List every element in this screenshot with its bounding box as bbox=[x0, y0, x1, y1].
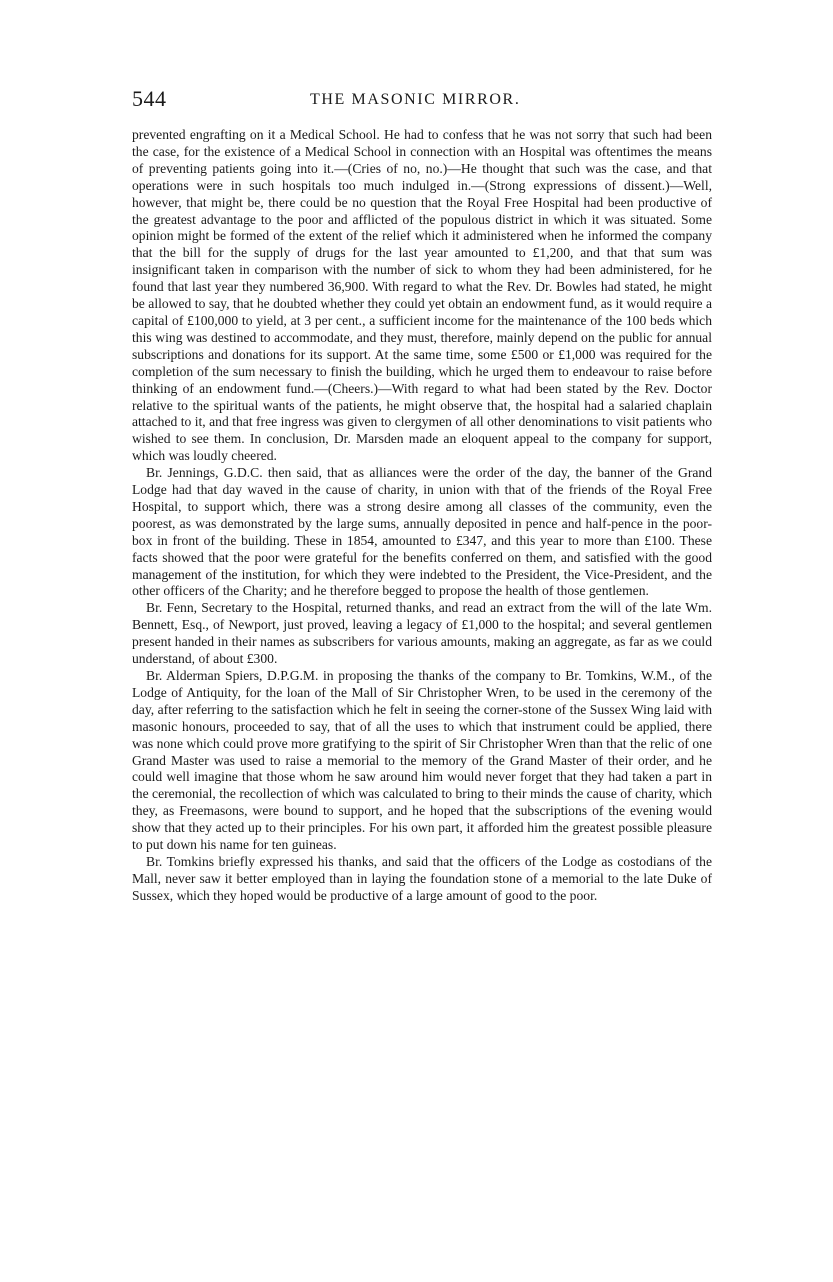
page-header bbox=[132, 86, 712, 116]
paragraph-br-tomkins: Br. Tomkins briefly expressed his thanks, and said that the officers of the Lodge as costodians of the Mall, never saw it better employed than in laying the foundation stone of a memorial to the late Duke of Sussex, which they hoped would be productive of a large amount of good to the poor. bbox=[132, 853, 712, 903]
article-body bbox=[132, 127, 712, 905]
paragraph-alderman-spiers: Br. Alderman Spiers, D.P.G.M. in proposing the thanks of the company to Br. Tomkins, W.M., of the Lodge of Antiquity, for the loan of the Mall of Sir Christopher Wren, to be used in the ceremony of the day, after referring to the satisfaction which he felt in seeing the corner-stone of the Sussex Wing laid with masonic honours, proceeded to say, that of all the uses to which that instrument could be applied, there was none which could prove more gratifying to the spirit of Sir Christopher Wren than that the relic of one Grand Master was used to raise a memorial to the memory of the Grand Master of their order, and he could well imagine that those whom he saw around him would never forget that they had taken a part in the ceremonial, the recollection of which was calculated to bring to their minds the cause of charity, which they, as Freemasons, were bound to support, and he hoped that the subscriptions of the evening would show that they acted up to their principles. For his own part, it afforded him the greatest possible pleasure to put down his name for ten guineas. bbox=[132, 668, 712, 853]
page-number: 544 bbox=[132, 86, 167, 111]
paragraph-br-fenn: Br. Fenn, Secretary to the Hospital, returned thanks, and read an extract from the will of the late Wm. Bennett, Esq., of Newport, just proved, leaving a legacy of £1,000 to the hospital; and several gentlemen present handed in their names as subscribers for various amounts, making an aggregate, as far as we could understand, of about £300. bbox=[132, 600, 712, 667]
paragraph-br-jennings: Br. Jennings, G.D.C. then said, that as alliances were the order of the day, the banner of the Grand Lodge had that day waved in the cause of charity, in union with that of the friends of the Royal Free Hospital, to support which, there was a strong desire among all classes of the community, even the poorest, as was demonstrated by the large sums, annually deposited in pence and half-pence in the poor-box in front of the building. These in 1854, amounted to £347, and this year to more than £100. These facts showed that the poor were grateful for the benefits conferred on them, and satisfied with the good management of the institution, for which they were indebted to the President, the Vice-President, and the other officers of the Charity; and he therefore begged to propose the health of those gentlemen. bbox=[132, 465, 712, 599]
paragraph-dr-marsden-speech: prevented engrafting on it a Medical School. He had to confess that he was not sorry that such had been the case, for the existence of a Medical School in connection with an Hospital was oftentimes the means of preventing patients going into it.—(Cries of no, no.)—He thought that such was the case, and that operations were in such hospitals too much indulged in.—(Strong expressions of dissent.)—Well, however, that might be, there could be no question that the Royal Free Hospital had been productive of the greatest advantage to the poor and afflicted of the populous district in which it was situated. Some opinion might be formed of the extent of the relief which it administered when he informed the company that the bill for the supply of drugs for the last year amounted to £1,200, and that that sum was insignificant taken in comparison with the number of sick to whom they had been administered, for he found that last year they numbered 36,900. With regard to what the Rev. Dr. Bowles had stated, he might be allowed to say, that he doubted whether they could yet obtain an endowment fund, as it would require a capital of £100,000 to yield, at 3 per cent., a sufficient income for the maintenance of the 100 beds which this wing was destined to accommodate, and they must, therefore, mainly depend on the public for annual subscriptions and donations for its support. At the same time, some £500 or £1,000 was required for the completion of the sum necessary to finish the building, which he urged them to endeavour to raise before thinking of an endowment fund.—(Cheers.)—With regard to what had been stated by the Rev. Doctor relative to the spiritual wants of the patients, he might observe that, the hospital had a salaried chaplain attached to it, and that free ingress was given to clergymen of all other denominations to visit patients who wished to see them. In conclusion, Dr. Marsden made an eloquent appeal to the company for support, which was loudly cheered. bbox=[132, 127, 712, 464]
running-title: THE MASONIC MIRROR. bbox=[310, 91, 521, 108]
